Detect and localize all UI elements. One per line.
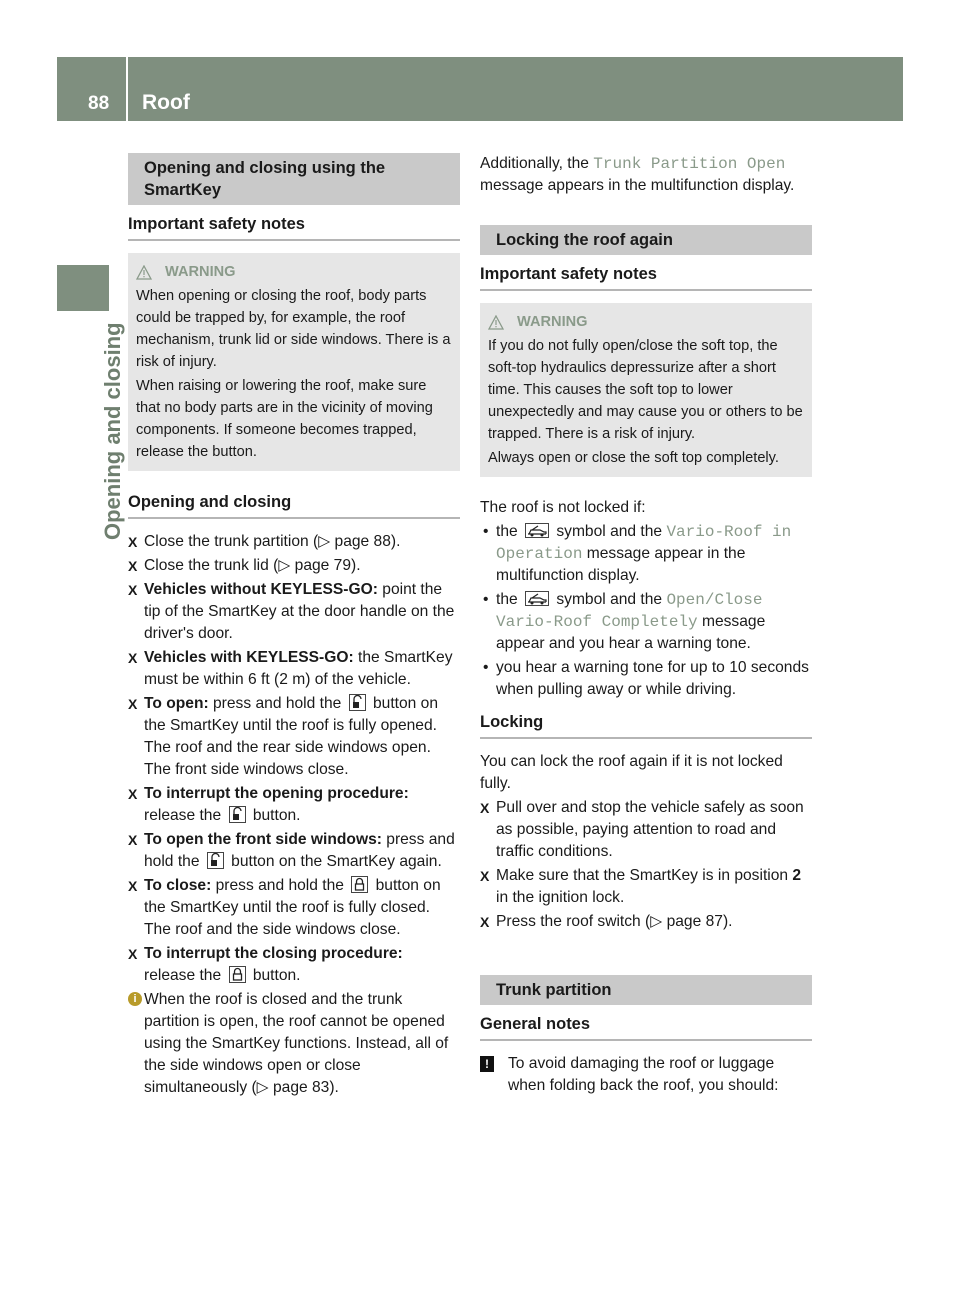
locking-intro: You can lock the roof again if it is not locked fully. — [480, 753, 783, 792]
step-item: X To open: press and hold the button on the SmartKey until the roof is fully opened. The roof and the rear side windows open. The front side windows close. — [128, 695, 439, 778]
step-item: X To close: press and hold the button on the SmartKey until the roof is fully closed. The roof and the side windows close. — [128, 877, 441, 938]
sub-heading: General notes — [480, 1013, 812, 1041]
step-arrow-icon: X — [128, 786, 138, 802]
step-item: X Vehicles without KEYLESS-GO: point the tip of the SmartKey at the door handle on the driver's door. — [128, 581, 455, 642]
warning-text: When raising or lowering the roof, make sure that no body parts are in the vicinity of moving components. If someone becomes trapped, release the button. — [136, 378, 433, 460]
convertible-icon — [525, 523, 549, 538]
section-heading: Opening and closing using the SmartKey — [128, 153, 460, 205]
step-arrow-icon: X — [480, 914, 490, 930]
warning-text: Always open or close the soft top completely. — [488, 450, 779, 466]
convertible-icon — [525, 591, 549, 606]
warning-text: If you do not fully open/close the soft top, the soft-top hydraulics depressurize after a short time. This causes the soft top to lower unexpectedly and may cause you or others to be trapped. There is a risk of injury. — [488, 338, 803, 442]
lock-icon — [351, 876, 368, 893]
not-locked-intro: The roof is not locked if: — [480, 499, 646, 516]
section-title: Roof — [142, 91, 190, 114]
step-arrow-icon: X — [128, 534, 138, 550]
step-item: X Vehicles with KEYLESS-GO: the SmartKey must be within 6 ft (2 m) of the vehicle. — [128, 649, 453, 688]
caution-note: ! To avoid damaging the roof or luggage when folding back the roof, you should: — [480, 1053, 812, 1097]
info-note: i When the roof is closed and the trunk partition is open, the roof cannot be opened using the SmartKey functions. Instead, all of the side windows open or close simultaneously (▷ page 83). — [128, 989, 460, 1099]
sub-heading: Opening and closing — [128, 491, 460, 519]
step-arrow-icon: X — [480, 868, 490, 884]
section-heading: Trunk partition — [480, 975, 812, 1005]
warning-title: WARNING — [488, 311, 804, 333]
step-item: X Pull over and stop the vehicle safely as soon as possible, paying attention to road and traffic conditions. — [480, 799, 804, 860]
step-item: X Make sure that the SmartKey is in position 2 in the ignition lock. — [480, 867, 802, 906]
unlock-icon — [349, 694, 366, 711]
bullet-dot: • — [483, 523, 489, 540]
bullet-item: • the symbol and the Vario-Roof in Operation message appear in the multifunction display. — [483, 523, 792, 584]
warning-box — [480, 303, 812, 477]
right-column — [480, 153, 812, 1097]
bullet-item: • you hear a warning tone for up to 10 seconds when pulling away or while driving. — [483, 659, 809, 698]
section-heading: Locking the roof again — [480, 225, 812, 255]
step-item: X To interrupt the opening procedure: release the button. — [128, 785, 409, 824]
side-tab — [57, 265, 109, 311]
lock-icon — [229, 966, 246, 983]
step-arrow-icon: X — [128, 878, 138, 894]
header-divider — [126, 57, 128, 121]
intro-paragraph: Additionally, the Trunk Partition Open message appears in the multifunction display. — [480, 155, 795, 194]
sub-heading: Important safety notes — [128, 213, 460, 241]
step-arrow-icon: X — [128, 582, 138, 598]
step-item: X To open the front side windows: press and hold the button on the SmartKey again. — [128, 831, 455, 870]
info-icon: i — [128, 992, 142, 1006]
step-arrow-icon: X — [128, 558, 138, 574]
sub-heading: Important safety notes — [480, 263, 812, 291]
warning-text: When opening or closing the roof, body parts could be trapped by, for example, the roof mechanism, trunk lid or side windows. There is a risk of injury. — [136, 288, 451, 370]
warning-box — [128, 253, 460, 471]
step-arrow-icon: X — [128, 696, 138, 712]
step-arrow-icon: X — [128, 650, 138, 666]
step-arrow-icon: X — [128, 832, 138, 848]
warning-triangle-icon — [488, 315, 504, 330]
step-arrow-icon: X — [480, 800, 490, 816]
left-column — [128, 153, 460, 1099]
step-item: X Close the trunk partition (▷ page 88). — [128, 531, 460, 553]
page-number: 88 — [88, 93, 110, 114]
bullet-item: • the symbol and the Open/Close Vario-Roof Completely message appear and you hear a warning tone. — [483, 591, 766, 652]
step-item: X To interrupt the closing procedure: release the button. — [128, 945, 403, 984]
step-arrow-icon: X — [128, 946, 138, 962]
unlock-icon — [229, 806, 246, 823]
sub-heading: Locking — [480, 711, 812, 739]
unlock-icon — [207, 852, 224, 869]
warning-triangle-icon — [136, 265, 152, 280]
bullet-dot: • — [483, 659, 489, 676]
caution-icon: ! — [480, 1056, 494, 1072]
step-item: X Close the trunk lid (▷ page 79). — [128, 555, 460, 577]
step-item: X Press the roof switch (▷ page 87). — [480, 911, 812, 933]
bullet-dot: • — [483, 591, 489, 608]
warning-title: WARNING — [136, 261, 452, 283]
